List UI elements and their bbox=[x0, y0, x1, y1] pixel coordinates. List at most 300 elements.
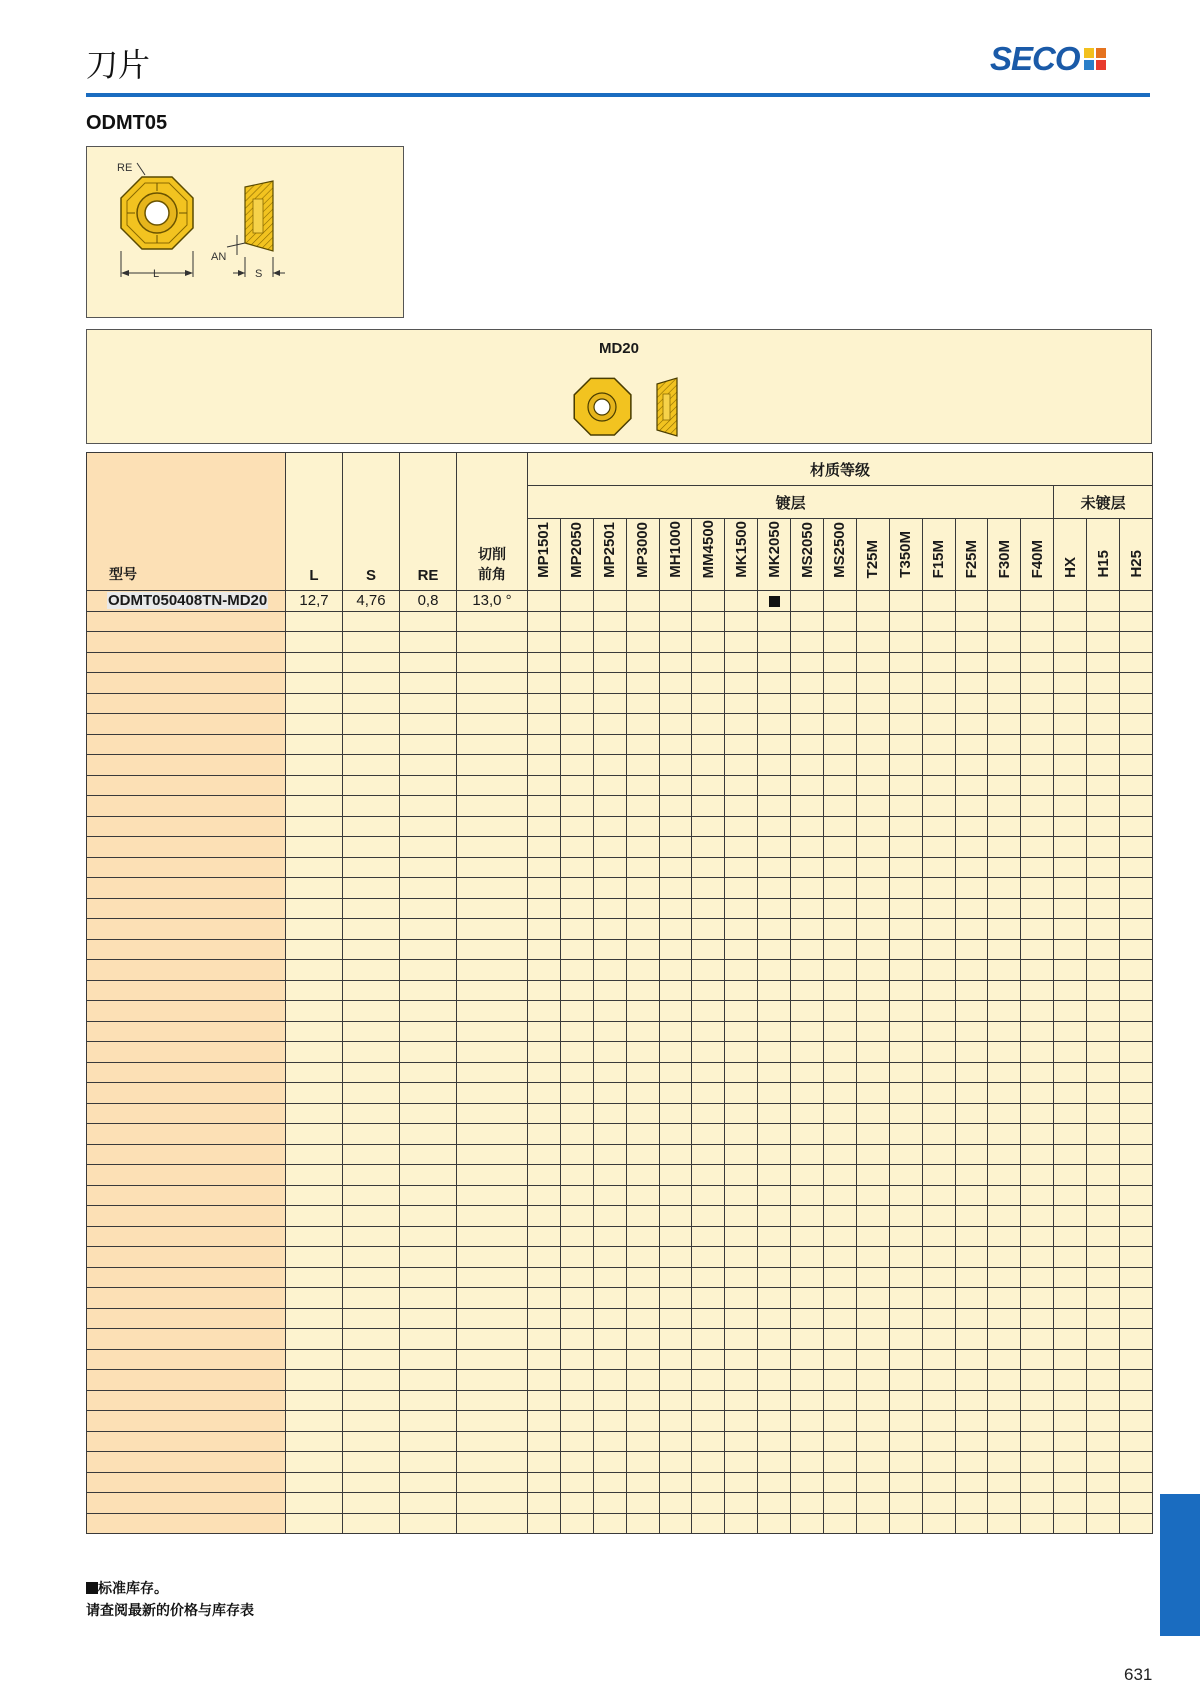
empty-cell bbox=[1087, 1103, 1120, 1124]
stock-legend: 标准库存。 bbox=[86, 1578, 168, 1598]
empty-cell bbox=[1087, 960, 1120, 981]
empty-cell bbox=[955, 632, 988, 653]
empty-cell bbox=[1021, 1042, 1054, 1063]
empty-cell bbox=[626, 1165, 659, 1186]
empty-cell bbox=[1021, 775, 1054, 796]
empty-cell bbox=[758, 1513, 791, 1534]
empty-cell bbox=[400, 1267, 457, 1288]
empty-cell bbox=[528, 652, 561, 673]
empty-cell bbox=[824, 632, 857, 653]
empty-cell bbox=[1021, 898, 1054, 919]
empty-cell bbox=[528, 1452, 561, 1473]
empty-cell bbox=[560, 898, 593, 919]
empty-cell bbox=[1021, 878, 1054, 899]
empty-cell bbox=[560, 980, 593, 1001]
empty-cell bbox=[1087, 1472, 1120, 1493]
empty-cell bbox=[1021, 796, 1054, 817]
model-cell bbox=[87, 734, 286, 755]
empty-cell bbox=[955, 1226, 988, 1247]
empty-cell bbox=[725, 1247, 758, 1268]
empty-cell bbox=[856, 1206, 889, 1227]
table-row bbox=[87, 1165, 1153, 1186]
empty-cell bbox=[286, 1103, 343, 1124]
empty-cell bbox=[1054, 816, 1087, 837]
empty-cell bbox=[400, 1185, 457, 1206]
empty-cell bbox=[1087, 1144, 1120, 1165]
empty-cell bbox=[692, 796, 725, 817]
empty-cell bbox=[922, 1431, 955, 1452]
empty-cell bbox=[457, 755, 528, 776]
empty-cell bbox=[856, 1165, 889, 1186]
empty-cell bbox=[286, 898, 343, 919]
table-row bbox=[87, 1124, 1153, 1145]
empty-cell bbox=[457, 611, 528, 632]
empty-cell bbox=[457, 1062, 528, 1083]
empty-cell bbox=[988, 898, 1021, 919]
empty-cell bbox=[856, 1329, 889, 1350]
empty-cell bbox=[1120, 1493, 1153, 1514]
l-label: L bbox=[153, 268, 160, 280]
empty-cell bbox=[560, 1308, 593, 1329]
model-cell bbox=[87, 919, 286, 940]
empty-cell bbox=[824, 775, 857, 796]
empty-cell bbox=[593, 1062, 626, 1083]
empty-cell bbox=[626, 755, 659, 776]
empty-cell bbox=[528, 1247, 561, 1268]
empty-cell bbox=[889, 1165, 922, 1186]
empty-cell bbox=[1120, 1431, 1153, 1452]
empty-cell bbox=[1021, 1308, 1054, 1329]
empty-cell bbox=[286, 1165, 343, 1186]
empty-cell bbox=[593, 1431, 626, 1452]
empty-cell bbox=[1021, 1452, 1054, 1473]
empty-cell bbox=[659, 1308, 692, 1329]
empty-cell bbox=[457, 1021, 528, 1042]
empty-cell bbox=[889, 1431, 922, 1452]
empty-cell bbox=[725, 1267, 758, 1288]
empty-cell bbox=[955, 734, 988, 755]
empty-cell bbox=[626, 1247, 659, 1268]
empty-cell bbox=[692, 816, 725, 837]
empty-cell bbox=[626, 1001, 659, 1022]
empty-cell bbox=[758, 1288, 791, 1309]
empty-cell bbox=[1021, 1493, 1054, 1514]
table-row bbox=[87, 734, 1153, 755]
empty-cell bbox=[692, 1062, 725, 1083]
grade-cell bbox=[692, 591, 725, 612]
empty-cell bbox=[955, 1390, 988, 1411]
empty-cell bbox=[400, 1472, 457, 1493]
empty-cell bbox=[1021, 1206, 1054, 1227]
empty-cell bbox=[791, 1267, 824, 1288]
model-cell bbox=[87, 693, 286, 714]
empty-cell bbox=[593, 673, 626, 694]
empty-cell bbox=[1054, 898, 1087, 919]
empty-cell bbox=[988, 1308, 1021, 1329]
empty-cell bbox=[1054, 1411, 1087, 1432]
empty-cell bbox=[824, 1165, 857, 1186]
empty-cell bbox=[856, 1185, 889, 1206]
empty-cell bbox=[343, 1062, 400, 1083]
empty-cell bbox=[457, 1513, 528, 1534]
empty-cell bbox=[1054, 734, 1087, 755]
empty-cell bbox=[659, 1452, 692, 1473]
empty-cell bbox=[692, 1431, 725, 1452]
model-cell bbox=[87, 1452, 286, 1473]
empty-cell bbox=[824, 1349, 857, 1370]
empty-cell bbox=[988, 1513, 1021, 1534]
empty-cell bbox=[955, 1349, 988, 1370]
empty-cell bbox=[889, 857, 922, 878]
empty-cell bbox=[400, 1288, 457, 1309]
empty-cell bbox=[1087, 632, 1120, 653]
empty-cell bbox=[922, 960, 955, 981]
empty-cell bbox=[758, 775, 791, 796]
empty-cell bbox=[955, 1267, 988, 1288]
empty-cell bbox=[659, 1349, 692, 1370]
empty-cell bbox=[824, 837, 857, 858]
empty-cell bbox=[659, 755, 692, 776]
empty-cell bbox=[457, 632, 528, 653]
empty-cell bbox=[1087, 796, 1120, 817]
empty-cell bbox=[791, 796, 824, 817]
empty-cell bbox=[343, 878, 400, 899]
empty-cell bbox=[692, 1370, 725, 1391]
empty-cell bbox=[343, 1390, 400, 1411]
table-row bbox=[87, 755, 1153, 776]
table-row bbox=[87, 939, 1153, 960]
empty-cell bbox=[1087, 1062, 1120, 1083]
empty-cell bbox=[889, 673, 922, 694]
empty-cell bbox=[955, 1431, 988, 1452]
empty-cell bbox=[955, 898, 988, 919]
table-row bbox=[87, 1370, 1153, 1391]
empty-cell bbox=[758, 1226, 791, 1247]
model-cell bbox=[87, 898, 286, 919]
model-cell bbox=[87, 1370, 286, 1391]
empty-cell bbox=[988, 693, 1021, 714]
empty-cell bbox=[922, 1226, 955, 1247]
empty-cell bbox=[955, 714, 988, 735]
empty-cell bbox=[528, 1411, 561, 1432]
empty-cell bbox=[758, 837, 791, 858]
empty-cell bbox=[659, 1472, 692, 1493]
empty-cell bbox=[1087, 1185, 1120, 1206]
insert-dimension-diagram bbox=[86, 146, 404, 318]
geometry-panel bbox=[86, 329, 1152, 444]
empty-cell bbox=[659, 673, 692, 694]
empty-cell bbox=[593, 796, 626, 817]
empty-cell bbox=[889, 632, 922, 653]
empty-cell bbox=[626, 1431, 659, 1452]
grade-cell bbox=[528, 591, 561, 612]
empty-cell bbox=[889, 1083, 922, 1104]
empty-cell bbox=[791, 1083, 824, 1104]
empty-cell bbox=[1120, 1411, 1153, 1432]
empty-cell bbox=[856, 1042, 889, 1063]
model-cell bbox=[87, 775, 286, 796]
empty-cell bbox=[560, 1001, 593, 1022]
empty-cell bbox=[659, 1431, 692, 1452]
empty-cell bbox=[457, 1124, 528, 1145]
empty-cell bbox=[1054, 714, 1087, 735]
empty-cell bbox=[856, 632, 889, 653]
empty-cell bbox=[560, 1247, 593, 1268]
empty-cell bbox=[626, 673, 659, 694]
grade-column-header: MP2050 bbox=[560, 519, 593, 591]
empty-cell bbox=[560, 734, 593, 755]
re-cell: 0,8 bbox=[400, 591, 457, 612]
empty-cell bbox=[922, 1042, 955, 1063]
empty-cell bbox=[1120, 796, 1153, 817]
empty-cell bbox=[758, 939, 791, 960]
empty-cell bbox=[593, 1247, 626, 1268]
empty-cell bbox=[889, 1513, 922, 1534]
s-label: S bbox=[255, 268, 263, 280]
empty-cell bbox=[955, 980, 988, 1001]
table-row bbox=[87, 1267, 1153, 1288]
empty-cell bbox=[988, 1226, 1021, 1247]
empty-cell bbox=[659, 632, 692, 653]
empty-cell bbox=[725, 857, 758, 878]
empty-cell bbox=[955, 652, 988, 673]
empty-cell bbox=[560, 1226, 593, 1247]
model-cell bbox=[87, 980, 286, 1001]
table-row bbox=[87, 960, 1153, 981]
empty-cell bbox=[457, 939, 528, 960]
empty-cell bbox=[988, 1493, 1021, 1514]
empty-cell bbox=[824, 980, 857, 1001]
empty-cell bbox=[1021, 1411, 1054, 1432]
empty-cell bbox=[955, 1513, 988, 1534]
empty-cell bbox=[758, 1021, 791, 1042]
empty-cell bbox=[725, 734, 758, 755]
empty-cell bbox=[343, 714, 400, 735]
empty-cell bbox=[400, 1144, 457, 1165]
empty-cell bbox=[758, 1452, 791, 1473]
empty-cell bbox=[626, 1288, 659, 1309]
empty-cell bbox=[659, 816, 692, 837]
empty-cell bbox=[593, 1021, 626, 1042]
empty-cell bbox=[659, 734, 692, 755]
empty-cell bbox=[856, 1288, 889, 1309]
empty-cell bbox=[922, 898, 955, 919]
empty-cell bbox=[922, 1103, 955, 1124]
empty-cell bbox=[725, 1001, 758, 1022]
empty-cell bbox=[758, 980, 791, 1001]
empty-cell bbox=[922, 1472, 955, 1493]
empty-cell bbox=[659, 1124, 692, 1145]
empty-cell bbox=[659, 1329, 692, 1350]
page-title: 刀片 bbox=[86, 46, 151, 84]
empty-cell bbox=[457, 1267, 528, 1288]
empty-cell bbox=[824, 1329, 857, 1350]
empty-cell bbox=[791, 1390, 824, 1411]
empty-cell bbox=[286, 1001, 343, 1022]
model-cell bbox=[87, 1226, 286, 1247]
table-row bbox=[87, 1329, 1153, 1350]
empty-cell bbox=[457, 775, 528, 796]
empty-cell bbox=[988, 837, 1021, 858]
empty-cell bbox=[626, 1308, 659, 1329]
empty-cell bbox=[856, 1411, 889, 1432]
empty-cell bbox=[560, 1267, 593, 1288]
empty-cell bbox=[824, 1062, 857, 1083]
empty-cell bbox=[400, 1247, 457, 1268]
empty-cell bbox=[1054, 632, 1087, 653]
empty-cell bbox=[400, 652, 457, 673]
empty-cell bbox=[457, 1411, 528, 1432]
empty-cell bbox=[457, 1308, 528, 1329]
empty-cell bbox=[1054, 1206, 1087, 1227]
empty-cell bbox=[659, 1083, 692, 1104]
empty-cell bbox=[889, 1021, 922, 1042]
empty-cell bbox=[1087, 939, 1120, 960]
empty-cell bbox=[528, 878, 561, 899]
empty-cell bbox=[1120, 1144, 1153, 1165]
table-row bbox=[87, 1021, 1153, 1042]
empty-cell bbox=[856, 673, 889, 694]
empty-cell bbox=[593, 939, 626, 960]
empty-cell bbox=[1120, 755, 1153, 776]
model-cell bbox=[87, 1329, 286, 1350]
empty-cell bbox=[659, 1062, 692, 1083]
empty-cell bbox=[725, 1144, 758, 1165]
empty-cell bbox=[560, 1411, 593, 1432]
empty-cell bbox=[922, 1513, 955, 1534]
empty-cell bbox=[1120, 1288, 1153, 1309]
empty-cell bbox=[955, 1083, 988, 1104]
table-row bbox=[87, 775, 1153, 796]
empty-cell bbox=[856, 1062, 889, 1083]
empty-cell bbox=[922, 878, 955, 899]
empty-cell bbox=[856, 1083, 889, 1104]
empty-cell bbox=[286, 939, 343, 960]
empty-cell bbox=[692, 1185, 725, 1206]
empty-cell bbox=[889, 1349, 922, 1370]
empty-cell bbox=[791, 1226, 824, 1247]
empty-cell bbox=[758, 1493, 791, 1514]
empty-cell bbox=[626, 1370, 659, 1391]
empty-cell bbox=[400, 1042, 457, 1063]
empty-cell bbox=[560, 1370, 593, 1391]
empty-cell bbox=[400, 1062, 457, 1083]
empty-cell bbox=[343, 1226, 400, 1247]
empty-cell bbox=[659, 796, 692, 817]
empty-cell bbox=[286, 857, 343, 878]
empty-cell bbox=[791, 1411, 824, 1432]
table-row bbox=[87, 857, 1153, 878]
empty-cell bbox=[988, 1349, 1021, 1370]
empty-cell bbox=[626, 1513, 659, 1534]
empty-cell bbox=[889, 714, 922, 735]
empty-cell bbox=[856, 1267, 889, 1288]
empty-cell bbox=[856, 919, 889, 940]
empty-cell bbox=[400, 960, 457, 981]
empty-cell bbox=[659, 714, 692, 735]
empty-cell bbox=[955, 837, 988, 858]
empty-cell bbox=[988, 1411, 1021, 1432]
empty-cell bbox=[988, 1144, 1021, 1165]
empty-cell bbox=[922, 714, 955, 735]
table-row bbox=[87, 816, 1153, 837]
empty-cell bbox=[922, 816, 955, 837]
empty-cell bbox=[758, 1001, 791, 1022]
empty-cell bbox=[593, 1493, 626, 1514]
empty-cell bbox=[889, 693, 922, 714]
empty-cell bbox=[457, 1452, 528, 1473]
empty-cell bbox=[286, 1349, 343, 1370]
empty-cell bbox=[758, 1124, 791, 1145]
empty-cell bbox=[824, 1370, 857, 1391]
empty-cell bbox=[343, 611, 400, 632]
empty-cell bbox=[1021, 714, 1054, 735]
empty-cell bbox=[659, 1411, 692, 1432]
empty-cell bbox=[791, 693, 824, 714]
empty-cell bbox=[922, 837, 955, 858]
empty-cell bbox=[593, 816, 626, 837]
empty-cell bbox=[692, 611, 725, 632]
empty-cell bbox=[889, 1185, 922, 1206]
empty-cell bbox=[593, 1349, 626, 1370]
empty-cell bbox=[692, 919, 725, 940]
empty-cell bbox=[889, 1370, 922, 1391]
empty-cell bbox=[457, 1431, 528, 1452]
empty-cell bbox=[692, 1226, 725, 1247]
empty-cell bbox=[824, 693, 857, 714]
empty-cell bbox=[922, 1329, 955, 1350]
empty-cell bbox=[922, 1390, 955, 1411]
empty-cell bbox=[955, 1165, 988, 1186]
empty-cell bbox=[922, 1452, 955, 1473]
empty-cell bbox=[1087, 734, 1120, 755]
grade-column-header: MS2500 bbox=[824, 519, 857, 591]
empty-cell bbox=[457, 980, 528, 1001]
empty-cell bbox=[560, 796, 593, 817]
empty-cell bbox=[1054, 1185, 1087, 1206]
empty-cell bbox=[791, 1493, 824, 1514]
empty-cell bbox=[560, 816, 593, 837]
empty-cell bbox=[1021, 1144, 1054, 1165]
model-cell bbox=[87, 1308, 286, 1329]
empty-cell bbox=[889, 960, 922, 981]
empty-cell bbox=[286, 1411, 343, 1432]
empty-cell bbox=[955, 1144, 988, 1165]
empty-cell bbox=[725, 632, 758, 653]
empty-cell bbox=[593, 1288, 626, 1309]
empty-cell bbox=[400, 796, 457, 817]
empty-cell bbox=[626, 960, 659, 981]
empty-cell bbox=[560, 878, 593, 899]
empty-cell bbox=[560, 1288, 593, 1309]
empty-cell bbox=[889, 775, 922, 796]
empty-cell bbox=[1087, 1021, 1120, 1042]
empty-cell bbox=[922, 1411, 955, 1432]
empty-cell bbox=[400, 898, 457, 919]
empty-cell bbox=[725, 878, 758, 899]
empty-cell bbox=[1120, 1390, 1153, 1411]
empty-cell bbox=[1054, 1390, 1087, 1411]
empty-cell bbox=[988, 1103, 1021, 1124]
empty-cell bbox=[1120, 898, 1153, 919]
model-cell bbox=[87, 755, 286, 776]
empty-cell bbox=[528, 1308, 561, 1329]
empty-cell bbox=[988, 939, 1021, 960]
empty-cell bbox=[725, 693, 758, 714]
empty-cell bbox=[528, 1226, 561, 1247]
empty-cell bbox=[286, 1431, 343, 1452]
empty-cell bbox=[457, 960, 528, 981]
